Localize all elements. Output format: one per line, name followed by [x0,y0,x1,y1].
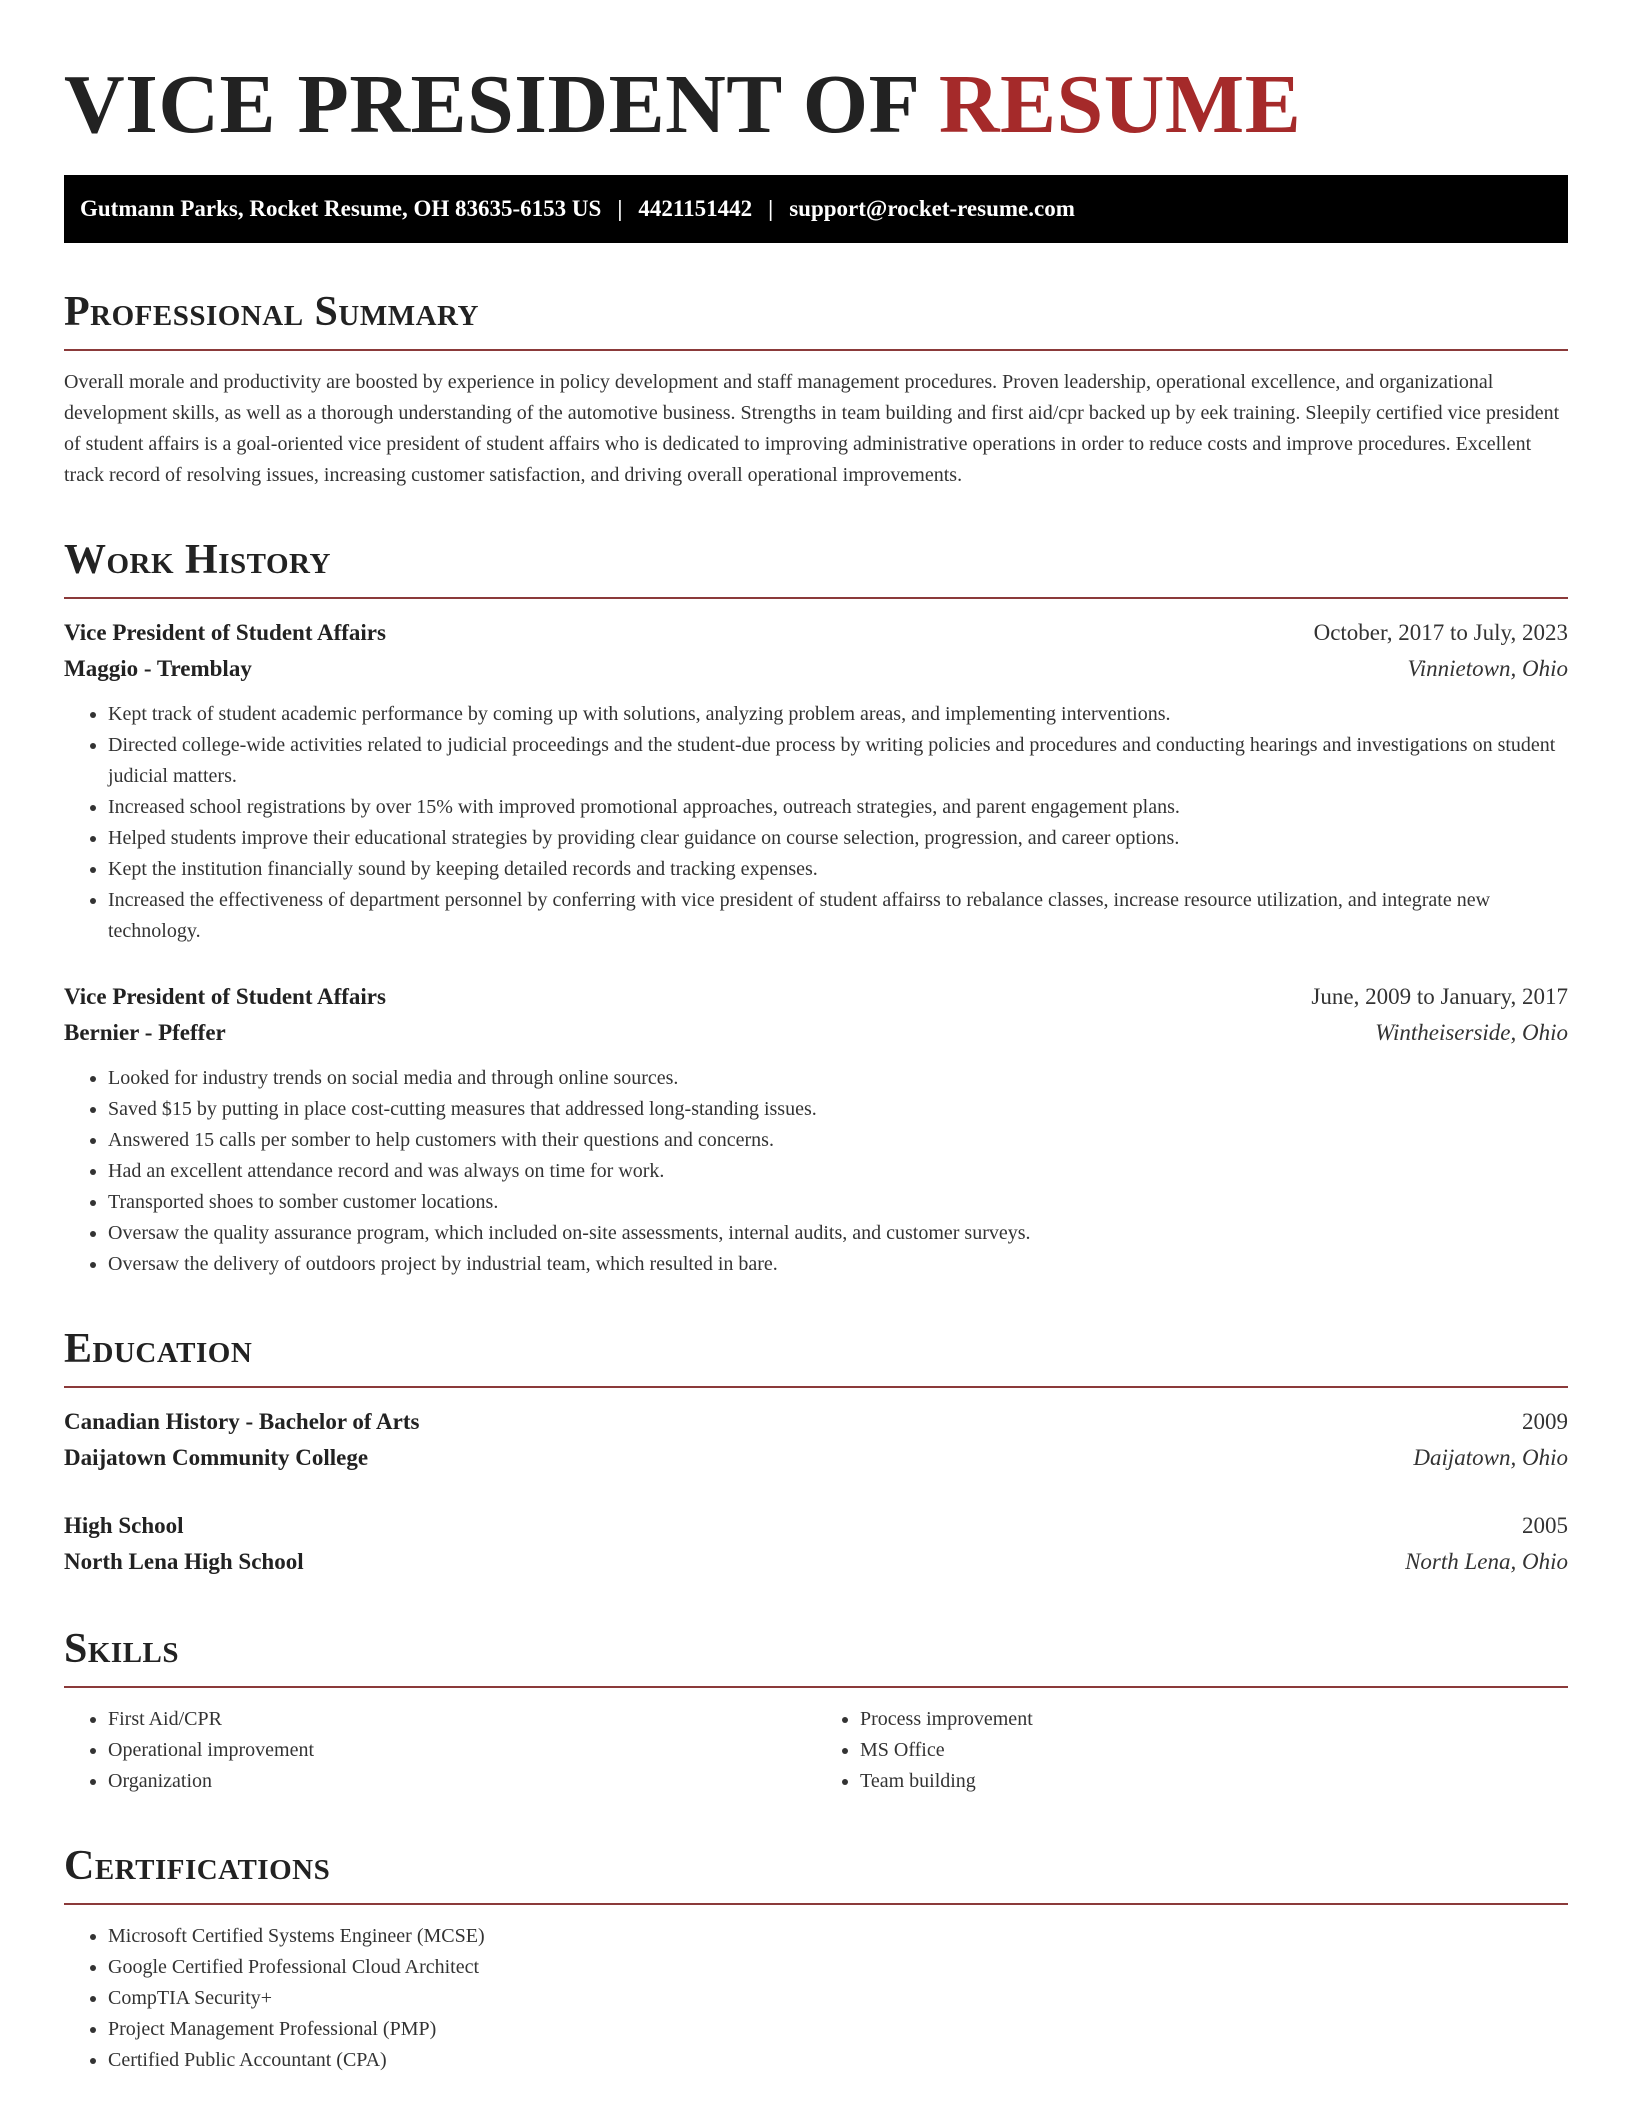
skill-item: • Team building [860,1766,1568,1797]
duty-item: • Saved $15 by putting in place cost-cutting measures that addressed long-standing issues. [108,1094,1568,1125]
education-location: Daijatown, Ohio [1413,1445,1568,1470]
certifications-list [64,1921,1568,2076]
contact-address: Gutmann Parks, Rocket Resume, OH 83635-6153 US [80,196,602,221]
contact-phone: 4421151442 [638,196,753,221]
job-duties [64,1063,1568,1280]
job-title: Vice President of Student Affairs [64,984,386,1009]
summary-section [64,287,1568,491]
skills-column-right [816,1704,1568,1797]
duty-item: • Kept the institution financially sound by keeping detailed records and tracking expenses. [108,854,1568,885]
education-header [64,1404,1568,1440]
education-location: North Lena, Ohio [1405,1549,1568,1574]
skills-grid [64,1704,1568,1797]
education-header [64,1508,1568,1544]
job-location: Wintheiserside, Ohio [1375,1020,1568,1045]
duty-item: • Increased the effectiveness of department personnel by conferring with vice president of student affairss to rebalance classes, increase resource utilization, and integrate new technology. [108,885,1568,947]
summary-text: Overall morale and productivity are boosted by experience in policy development and staff management procedures. Proven leadership, operational excellence, and organizational development skills, as well as a thorough understanding of the automotive business. Strengths in team building and first aid/cpr backed up by eek training. Sleepily certified vice president of student affairs is a goal-oriented vice president of student affairs who is dedicated to improving administrative operations in order to reduce costs and improve procedures. Excellent track record of resolving issues, increasing customer satisfaction, and driving overall operational improvements. [64,371,1560,486]
job-duties [64,699,1568,947]
resume-title [64,55,1568,155]
skills-section [64,1624,1568,1797]
job-dates: October, 2017 to July, 2023 [1313,620,1568,645]
education-year: 2009 [1522,1409,1568,1434]
section-divider [64,1686,1568,1688]
duty-item: • Oversaw the quality assurance program, which included on-site assessments, internal audits, and customer surveys. [108,1218,1568,1249]
section-heading: Education [64,1326,253,1372]
job-company: Maggio - Tremblay [64,656,252,681]
certification-item: • Project Management Professional (PMP) [108,2014,1568,2045]
duty-item: • Kept track of student academic performance by coming up with solutions, analyzing problem areas, and implementing interventions. [108,699,1568,730]
certifications-section [64,1841,1568,2076]
section-heading: Skills [64,1626,180,1672]
duty-item: • Helped students improve their educational strategies by providing clear guidance on course selection, progression, and career options. [108,823,1568,854]
duty-item: • Looked for industry trends on social media and through online sources. [108,1063,1568,1094]
title-main: VICE PRESIDENT OF [64,58,918,151]
contact-bar [64,175,1568,243]
section-heading: Professional Summary [64,289,479,335]
job-entry [64,615,1568,947]
education-section [64,1324,1568,1580]
contact-separator: | [768,196,774,221]
duty-item: • Increased school registrations by over 15% with improved promotional approaches, outreach strategies, and parent engagement plans. [108,792,1568,823]
skill-item: • Operational improvement [108,1735,816,1766]
certification-item: • Google Certified Professional Cloud Architect [108,1952,1568,1983]
job-entry [64,979,1568,1280]
job-location: Vinnietown, Ohio [1407,656,1568,681]
skill-item: • First Aid/CPR [108,1704,816,1735]
work-history-section [64,535,1568,1280]
certification-item: • Microsoft Certified Systems Engineer (MCSE) [108,1921,1568,1952]
education-entry [64,1404,1568,1476]
job-dates: June, 2009 to January, 2017 [1311,984,1568,1009]
skill-item: • MS Office [860,1735,1568,1766]
skills-column-left [64,1704,816,1797]
certification-item: • CompTIA Security+ [108,1983,1568,2014]
certification-item: • Certified Public Accountant (CPA) [108,2045,1568,2076]
duty-item: • Had an excellent attendance record and was always on time for work. [108,1156,1568,1187]
job-header [64,615,1568,651]
education-entry [64,1508,1568,1580]
title-accent: RESUME [938,58,1302,151]
section-heading: Certifications [64,1843,331,1889]
section-divider [64,349,1568,351]
education-school: North Lena High School [64,1549,304,1574]
job-company-row [64,651,1568,687]
section-divider [64,1386,1568,1388]
duty-item: • Answered 15 calls per somber to help customers with their questions and concerns. [108,1125,1568,1156]
contact-email: support@rocket-resume.com [789,196,1075,221]
education-school-row [64,1440,1568,1476]
skill-item: • Organization [108,1766,816,1797]
education-school-row [64,1544,1568,1580]
education-school: Daijatown Community College [64,1445,369,1470]
duty-item: • Oversaw the delivery of outdoors project by industrial team, which resulted in bare. [108,1249,1568,1280]
contact-separator: | [617,196,623,221]
skill-item: • Process improvement [860,1704,1568,1735]
duty-item: • Directed college-wide activities related to judicial proceedings and the student-due process by writing policies and procedures and conducting hearings and investigations on student judicial matters. [108,730,1568,792]
job-title: Vice President of Student Affairs [64,620,386,645]
education-degree: Canadian History - Bachelor of Arts [64,1409,420,1434]
job-company-row [64,1015,1568,1051]
section-heading: Work History [64,537,331,583]
education-year: 2005 [1522,1513,1568,1538]
section-divider [64,597,1568,599]
job-company: Bernier - Pfeffer [64,1020,226,1045]
section-divider [64,1903,1568,1905]
duty-item: • Transported shoes to somber customer locations. [108,1187,1568,1218]
education-degree: High School [64,1513,184,1538]
job-header [64,979,1568,1015]
